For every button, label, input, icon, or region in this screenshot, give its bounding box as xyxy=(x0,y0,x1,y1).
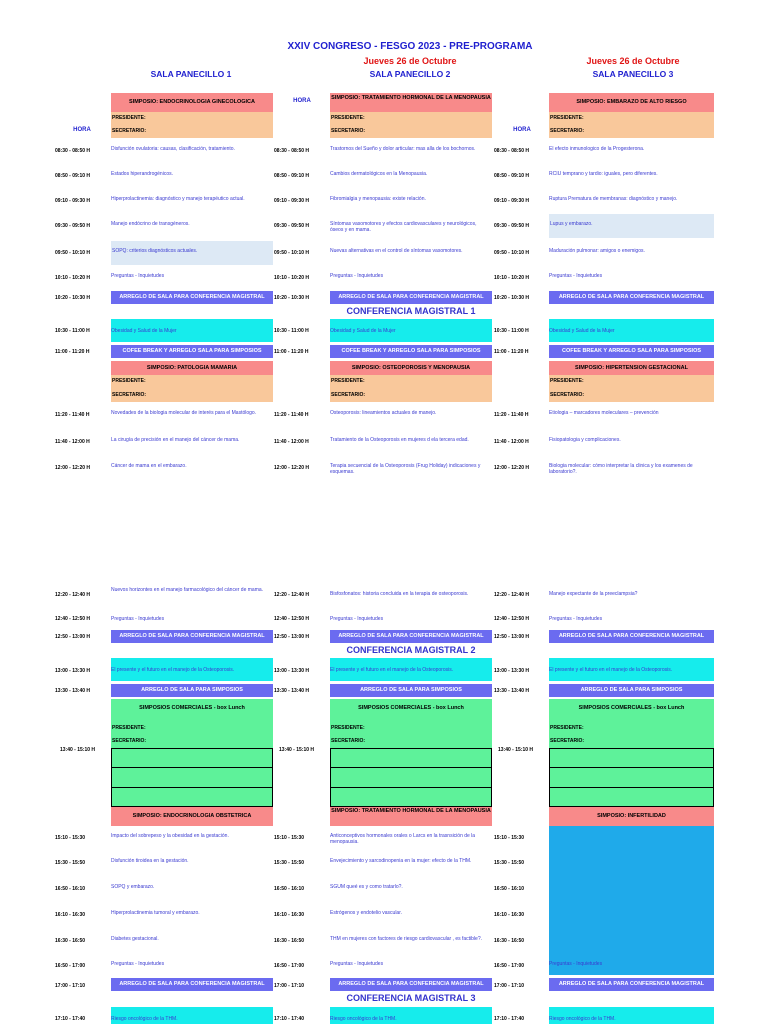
time-cell: 15:10 - 15:30 xyxy=(55,835,86,841)
session-topic: La cirugía de precisión en el manejo del cáncer de mama. xyxy=(111,437,240,443)
time-cell: 17:00 - 17:10 xyxy=(274,983,305,989)
time-cell: 13:00 - 13:30 H xyxy=(274,668,310,674)
conference-topic: Riesgo oncológico de la THM. xyxy=(549,1007,714,1024)
session-topic: Manejo expectante de la preeclampsia? xyxy=(549,591,638,597)
time-cell: 16:30 - 16:50 xyxy=(494,938,525,944)
conference-topic: El presente y el futuro en el manejo de la Osteoporosis. xyxy=(330,658,492,681)
time-cell: 11:20 - 11:40 H xyxy=(494,412,529,418)
secretario-label: SECRETARIO: xyxy=(111,125,273,138)
session-topic: Terapia secuencial de la Osteoporosis (Frug Holiday) indicaciones y esquemas. xyxy=(330,463,481,475)
time-cell: 12:50 - 13:00 H xyxy=(55,634,91,640)
session-topic: SOPQ: criterios diagnósticos actuales. xyxy=(111,241,273,265)
session-topic: Disfunción tiroidea en la gestación. xyxy=(111,858,189,864)
conference-topic: Riesgo oncológico de la THM. xyxy=(330,1007,492,1024)
secretario-label: SECRETARIO: xyxy=(549,125,714,138)
date-room-3: Jueves 26 de Octubre xyxy=(586,56,680,66)
program-title: XXIV CONGRESO - FESGO 2023 - PRE-PROGRAMA xyxy=(287,41,533,52)
session-topic: Maduración pulmonar: amigos o enemigos. xyxy=(549,248,645,254)
session-topic: Osteoporosis: lineamientos actuales de manejo. xyxy=(330,410,437,416)
time-cell: 12:50 - 13:00 H xyxy=(274,634,310,640)
empty-slot xyxy=(549,768,714,788)
time-cell: 13:40 - 15:10 H xyxy=(60,747,96,753)
time-cell: 16:50 - 16:10 xyxy=(274,886,305,892)
arreglo-band: ARREGLO DE SALA PARA CONFERENCIA MAGISTRAL xyxy=(330,630,492,643)
time-cell: 10:20 - 10:30 H xyxy=(494,295,530,301)
time-cell: 10:10 - 10:20 H xyxy=(274,275,310,281)
symposium-header: SIMPOSIO: TRATAMIENTO HORMONAL DE LA MENOPAUSIA xyxy=(330,93,492,112)
presidente-label: PRESIDENTE: xyxy=(550,725,584,731)
time-cell: 15:10 - 15:30 xyxy=(494,835,525,841)
session-topic: El efecto inmunologico de la Progesterona. xyxy=(549,146,645,152)
time-cell: 15:30 - 15:50 xyxy=(55,860,86,866)
time-cell: 11:00 - 11:20 H xyxy=(55,349,90,355)
session-topic: Hiperprolactinemia: diagnóstico y manejo terapéutico actual. xyxy=(111,196,245,202)
conference-topic: Obesidad y Salud de la Mujer xyxy=(111,319,273,342)
coffee-break-band: COFEE BREAK Y ARREGLO SALA PARA SIMPOSIOS xyxy=(330,345,492,358)
arreglo-band: ARREGLO DE SALA PARA SIMPOSIOS xyxy=(111,684,273,697)
date-room-2: Jueves 26 de Octubre xyxy=(363,56,457,66)
session-topic: Biologia molecular: cómo interpretar la clinica y los examenes de laboratorio?. xyxy=(549,463,693,475)
time-cell: 16:10 - 16:30 xyxy=(274,912,305,918)
time-cell: 11:20 - 11:40 H xyxy=(55,412,90,418)
arreglo-band: ARREGLO DE SALA PARA SIMPOSIOS xyxy=(549,684,714,697)
session-topic: Preguntas - Inquietudes xyxy=(549,961,603,967)
time-cell: 16:50 - 16:10 xyxy=(55,886,86,892)
hora-header: HORA xyxy=(513,127,531,133)
time-cell: 12:00 - 12:20 H xyxy=(55,465,91,471)
time-cell: 09:50 - 10:10 H xyxy=(55,250,91,256)
time-cell: 16:50 - 17:00 xyxy=(274,963,305,969)
coffee-break-band: COFEE BREAK Y ARREGLO SALA PARA SIMPOSIOS xyxy=(111,345,273,358)
time-cell: 13:40 - 15:10 H xyxy=(498,747,534,753)
symposium-header: SIMPOSIO: ENDOCRINOLOGIA OBSTETRICA xyxy=(111,807,273,826)
time-cell: 09:50 - 10:10 H xyxy=(494,250,530,256)
time-cell: 15:30 - 15:50 xyxy=(274,860,305,866)
time-cell: 13:30 - 13:40 H xyxy=(55,688,91,694)
arreglo-band: ARREGLO DE SALA PARA CONFERENCIA MAGISTRAL xyxy=(549,291,714,304)
empty-slot xyxy=(549,788,714,807)
time-cell: 08:50 - 09:10 H xyxy=(55,173,91,179)
session-topic: Preguntas - Inquietudes xyxy=(549,273,603,279)
coffee-break-band: COFEE BREAK Y ARREGLO SALA PARA SIMPOSIOS xyxy=(549,345,714,358)
symposium-header: SIMPOSIO: ENDOCRINOLOGIA GINECOLOGICA xyxy=(111,93,273,112)
symposium-header: SIMPOSIO: EMBARAZO DE ALTO RIESGO xyxy=(549,93,714,112)
time-cell: 17:10 - 17:40 xyxy=(494,1016,525,1022)
secretario-label: SECRETARIO: xyxy=(111,388,273,402)
time-cell: 13:30 - 13:40 H xyxy=(494,688,530,694)
time-cell: 13:40 - 15:10 H xyxy=(279,747,315,753)
time-cell: 09:30 - 09:50 H xyxy=(274,223,310,229)
session-topic: Diabetes gestacional. xyxy=(111,936,159,942)
time-cell: 11:40 - 12:00 H xyxy=(274,439,309,445)
time-cell: 08:30 - 08:50 H xyxy=(274,148,310,154)
symposium-header: SIMPOSIO: HIPERTENSION GESTACIONAL xyxy=(549,361,714,375)
conference-topic: Obesidad y Salud de la Mujer xyxy=(330,319,492,342)
session-topic: Anticonceptivos hormonales orales o Larcs en la trasnsición de la menopausia. xyxy=(330,833,476,845)
session-topic: Cáncer de mama en el embarazo. xyxy=(111,463,187,469)
session-topic: Preguntas - Inquietudes xyxy=(111,273,165,279)
time-cell: 10:10 - 10:20 H xyxy=(494,275,530,281)
session-topic: SOPQ y embarazo. xyxy=(111,884,155,890)
time-cell: 12:20 - 12:40 H xyxy=(55,592,91,598)
time-cell: 10:10 - 10:20 H xyxy=(55,275,91,281)
time-cell: 08:50 - 09:10 H xyxy=(274,173,310,179)
session-topic: Cambios dermatológicos en la Menopausia. xyxy=(330,171,428,177)
conference-topic: Obesidad y Salud de la Mujer xyxy=(549,319,714,342)
session-topic: Preguntas - Inquietudes xyxy=(111,616,165,622)
secretario-label: SECRETARIO: xyxy=(330,388,492,402)
secretario-label: SECRETARIO: xyxy=(331,738,366,744)
time-cell: 12:00 - 12:20 H xyxy=(494,465,530,471)
symposium-header: SIMPOSIOS COMERCIALES - box Lunch xyxy=(358,705,464,711)
time-cell: 16:50 - 17:00 xyxy=(55,963,86,969)
conference-topic: Riesgo oncológico de la THM. xyxy=(111,1007,273,1024)
symposium-header: SIMPOSIOS COMERCIALES - box Lunch xyxy=(578,705,685,711)
time-cell: 10:20 - 10:30 H xyxy=(274,295,310,301)
presidente-label: PRESIDENTE: xyxy=(111,112,273,125)
session-topic: Síntomas vasomotores y efectos cardiovasculares y neurológicos, óseos y en mama. xyxy=(330,221,477,233)
session-topic: Tratamiento de la Osteoporosis en mujeres d ela tercera edad. xyxy=(330,437,469,443)
conferencia-magistral-2: CONFERENCIA MAGISTRAL 2 xyxy=(346,645,476,655)
presidente-label: PRESIDENTE: xyxy=(549,112,714,125)
time-cell: 17:00 - 17:10 xyxy=(494,983,525,989)
time-cell: 12:40 - 12:50 H xyxy=(494,616,530,622)
secretario-label: SECRETARIO: xyxy=(550,738,585,744)
presidente-label: PRESIDENTE: xyxy=(330,112,492,125)
session-topic: Preguntas - Inquietudes xyxy=(111,961,165,967)
hora-header: HORA xyxy=(293,98,311,104)
time-cell: 11:00 - 11:20 H xyxy=(494,349,529,355)
session-topic: Lupus y embarazo. xyxy=(549,214,714,238)
symposium-header: SIMPOSIO: INFERTILIDAD xyxy=(549,807,714,826)
session-topic: Etiologia – marcadores moleculares – prevención xyxy=(549,410,659,416)
session-topic: Preguntas - Inquietudes xyxy=(330,273,384,279)
time-cell: 16:30 - 16:50 xyxy=(55,938,86,944)
session-topic: Preguntas - Inquietudes xyxy=(330,616,384,622)
session-topic: Trastornos del Sueño y dolor articular: mas alla de los bochornos. xyxy=(330,146,476,152)
arreglo-band: ARREGLO DE SALA PARA SIMPOSIOS xyxy=(330,684,492,697)
time-cell: 17:10 - 17:40 xyxy=(55,1016,86,1022)
empty-slot xyxy=(330,768,492,788)
time-cell: 16:50 - 17:00 xyxy=(494,963,525,969)
time-cell: 13:00 - 13:30 H xyxy=(55,668,91,674)
hora-header: HORA xyxy=(73,127,91,133)
time-cell: 12:00 - 12:20 H xyxy=(274,465,310,471)
time-cell: 09:10 - 09:30 H xyxy=(494,198,530,204)
empty-slot xyxy=(111,768,273,788)
session-topic: Estados hiperandrogénicos. xyxy=(111,171,173,177)
arreglo-band: ARREGLO DE SALA PARA CONFERENCIA MAGISTRAL xyxy=(111,978,273,991)
time-cell: 15:10 - 15:30 xyxy=(274,835,305,841)
time-cell: 08:30 - 08:50 H xyxy=(55,148,91,154)
conference-topic: El presente y el futuro en el manejo de la Osteoporosis. xyxy=(111,658,273,681)
time-cell: 17:00 - 17:10 xyxy=(55,983,86,989)
empty-slot xyxy=(549,748,714,768)
session-topic: Novedades de la biologia molecular de interés para el Mastólogo. xyxy=(111,410,257,416)
presidente-label: PRESIDENTE: xyxy=(330,375,492,388)
session-topic: Fibromialgia y menopausia: existe relación. xyxy=(330,196,426,202)
arreglo-band: ARREGLO DE SALA PARA CONFERENCIA MAGISTRAL xyxy=(549,630,714,643)
symposium-header: SIMPOSIO: PATOLOGIA MAMARIA xyxy=(111,361,273,375)
time-cell: 15:30 - 15:50 xyxy=(494,860,525,866)
time-cell: 11:40 - 12:00 H xyxy=(494,439,529,445)
session-topic: RCIU temprano y tardio: iguales, pero diferentes. xyxy=(549,171,658,177)
conference-topic: El presente y el futuro en el manejo de la Osteoporosis. xyxy=(549,658,714,681)
time-cell: 08:30 - 08:50 H xyxy=(494,148,530,154)
session-topic: THM en mujeres con factores de riesgo cardiovascular , es factible?. xyxy=(330,936,483,942)
time-cell: 12:20 - 12:40 H xyxy=(494,592,530,598)
empty-slot xyxy=(111,748,273,768)
time-cell: 12:40 - 12:50 H xyxy=(274,616,310,622)
time-cell: 08:50 - 09:10 H xyxy=(494,173,530,179)
conferencia-magistral-3: CONFERENCIA MAGISTRAL 3 xyxy=(346,993,476,1003)
secretario-label: SECRETARIO: xyxy=(549,388,714,402)
time-cell: 10:30 - 11:00 H xyxy=(55,328,90,334)
session-topic: Impacto del sobrepeso y la obesidad en la gestación. xyxy=(111,833,229,839)
time-cell: 16:50 - 16:10 xyxy=(494,886,525,892)
time-cell: 11:00 - 11:20 H xyxy=(274,349,309,355)
session-topic: Bisfosfonatos: historia concluida en la terapia de osteoporosis. xyxy=(330,591,469,597)
time-cell: 13:00 - 13:30 H xyxy=(494,668,530,674)
time-cell: 09:30 - 09:50 H xyxy=(494,223,530,229)
room-1-title: SALA PANECILLO 1 xyxy=(150,69,232,79)
arreglo-band: ARREGLO DE SALA PARA CONFERENCIA MAGISTRAL xyxy=(330,291,492,304)
session-topic: Hiperprolactinemia tumoral y embarazo. xyxy=(111,910,200,916)
time-cell: 09:30 - 09:50 H xyxy=(55,223,91,229)
arreglo-band: ARREGLO DE SALA PARA CONFERENCIA MAGISTRAL xyxy=(549,978,714,991)
session-topic: Nuevos horizontes en el manejo farmacológico del cáncer de mama. xyxy=(111,587,264,593)
arreglo-band: ARREGLO DE SALA PARA CONFERENCIA MAGISTRAL xyxy=(330,978,492,991)
time-cell: 16:10 - 16:30 xyxy=(55,912,86,918)
arreglo-band: ARREGLO DE SALA PARA CONFERENCIA MAGISTRAL xyxy=(111,630,273,643)
time-cell: 11:40 - 12:00 H xyxy=(55,439,90,445)
room-2-title: SALA PANECILLO 2 xyxy=(369,69,451,79)
time-cell: 09:10 - 09:30 H xyxy=(55,198,91,204)
infertilidad-block xyxy=(549,826,714,975)
time-cell: 11:20 - 11:40 H xyxy=(274,412,309,418)
time-cell: 10:30 - 11:00 H xyxy=(494,328,529,334)
session-topic: Ruptura Prematura de membranas: diagnóstico y manejo. xyxy=(549,196,678,202)
time-cell: 10:30 - 11:00 H xyxy=(274,328,309,334)
time-cell: 17:10 - 17:40 xyxy=(274,1016,305,1022)
time-cell: 16:10 - 16:30 xyxy=(494,912,525,918)
time-cell: 12:20 - 12:40 H xyxy=(274,592,310,598)
conferencia-magistral-1: CONFERENCIA MAGISTRAL 1 xyxy=(346,306,476,316)
session-topic: Disfunción ovulatoria: causas, clasificación, tratamiento. xyxy=(111,146,235,152)
time-cell: 12:50 - 13:00 H xyxy=(494,634,530,640)
session-topic: Estrógenos y endotelio vascular. xyxy=(330,910,402,916)
secretario-label: SECRETARIO: xyxy=(330,125,492,138)
presidente-label: PRESIDENTE: xyxy=(549,375,714,388)
time-cell: 12:40 - 12:50 H xyxy=(55,616,91,622)
secretario-label: SECRETARIO: xyxy=(112,738,147,744)
presidente-label: PRESIDENTE: xyxy=(331,725,365,731)
session-topic: Preguntas - Inquietudes xyxy=(330,961,384,967)
session-topic: Envejecimiento y sarcodinopenia en la mujer: efecto de la THM. xyxy=(330,858,472,864)
session-topic: Preguntas - Inquietudes xyxy=(549,616,603,622)
empty-slot xyxy=(330,748,492,768)
symposium-header: SIMPOSIO: OSTEOPOROSIS Y MENOPAUSIA xyxy=(330,361,492,375)
time-cell: 09:50 - 10:10 H xyxy=(274,250,310,256)
session-topic: Nuevas alternativas en el control de síntomas vasomotores. xyxy=(330,248,463,254)
empty-slot xyxy=(330,788,492,807)
time-cell: 10:20 - 10:30 H xyxy=(55,295,91,301)
room-3-title: SALA PANECILLO 3 xyxy=(592,69,674,79)
symposium-header: SIMPOSIOS COMERCIALES - box Lunch xyxy=(139,705,245,711)
time-cell: 13:30 - 13:40 H xyxy=(274,688,310,694)
time-cell: 16:30 - 16:50 xyxy=(274,938,305,944)
presidente-label: PRESIDENTE: xyxy=(112,725,146,731)
symposium-header: SIMPOSIO: TRATAMIENTO HORMONAL DE LA MENOPAUSIA xyxy=(330,807,492,826)
session-topic: Manejo endócrino de transgéneros. xyxy=(111,221,190,227)
session-topic: Fisiopatologia y complicaciones. xyxy=(549,437,621,443)
session-topic: SGUM queé es y como tratarlo?. xyxy=(330,884,403,890)
presidente-label: PRESIDENTE: xyxy=(111,375,273,388)
arreglo-band: ARREGLO DE SALA PARA CONFERENCIA MAGISTRAL xyxy=(111,291,273,304)
empty-slot xyxy=(111,788,273,807)
time-cell: 09:10 - 09:30 H xyxy=(274,198,310,204)
